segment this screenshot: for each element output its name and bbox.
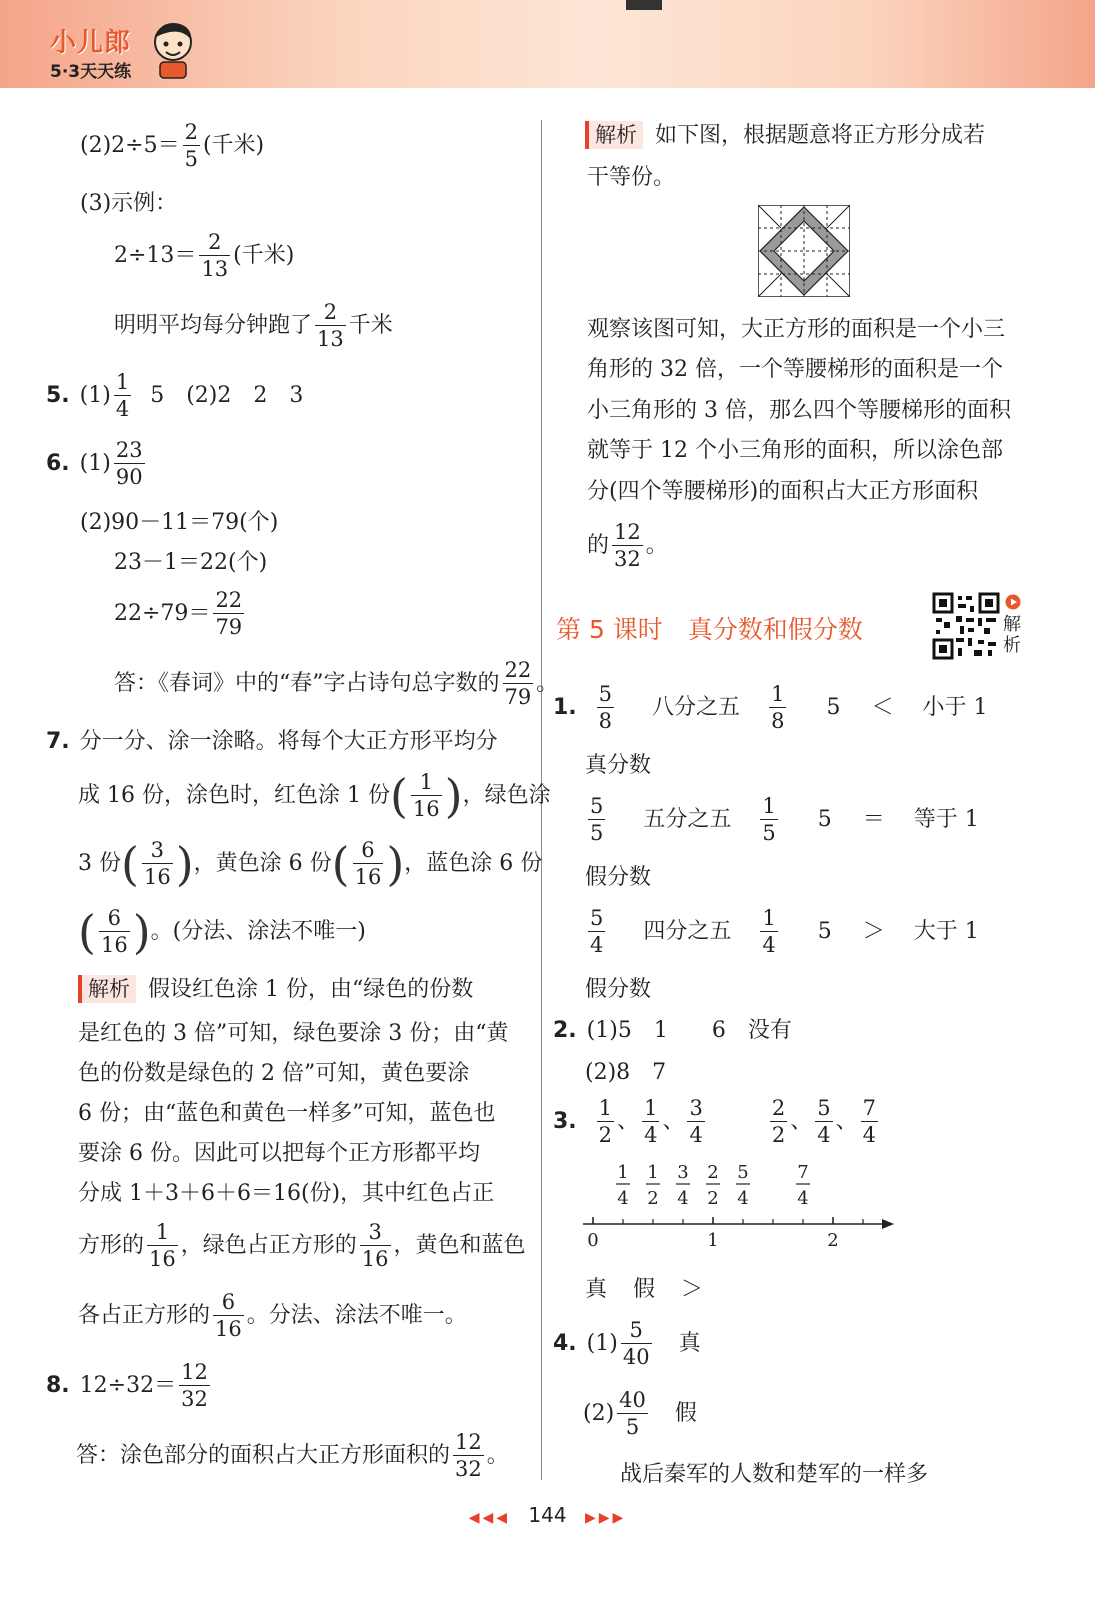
top-tab <box>626 0 662 10</box>
unit: (千米) <box>233 243 295 268</box>
text: 假 <box>674 1401 697 1426</box>
expr: (2)2÷5＝ <box>80 133 180 158</box>
qr-code-icon[interactable] <box>932 592 1000 660</box>
analysis-8-line-2: 干等份。 <box>587 165 676 190</box>
unit-count: 5 <box>817 807 832 832</box>
comparison: ＝ <box>862 807 885 832</box>
fraction-label-numerator: 5 <box>737 1162 749 1183</box>
proper-fractions <box>594 1096 715 1147</box>
question-5-answer <box>46 372 303 420</box>
fraction: $\frac{1}{2}$ <box>598 1096 613 1147</box>
text: ，绿色占正方形的 <box>180 1233 357 1258</box>
question-number: 4. <box>553 1331 577 1356</box>
page-number: 144 <box>528 1503 567 1527</box>
text: ，绿色涂 <box>462 783 551 808</box>
unit: (千米) <box>202 133 265 158</box>
fraction: $\frac{12}{32}$ <box>455 1430 482 1481</box>
text: (1) <box>79 383 111 408</box>
expr: 22÷79＝ <box>114 601 211 626</box>
question-6-answer-1 <box>46 440 148 488</box>
fraction: $\frac{23}{90}$ <box>115 438 143 489</box>
text: 假设红色涂 1 份，由“绿色的份数 <box>148 977 474 1002</box>
fraction-label-numerator: 3 <box>677 1162 689 1183</box>
section-title: 第 5 课时 真分数和假分数 <box>556 615 863 644</box>
answer-4-3-expr <box>114 232 294 280</box>
separator: 、 <box>790 1109 813 1134</box>
brand-subtitle: 5·3天天练 <box>50 62 132 82</box>
relation: 等于 1 <box>913 807 979 832</box>
separator: 、 <box>662 1109 685 1134</box>
fraction: $\frac{6}{16}$ <box>354 838 382 889</box>
analysis-7-line-6: 分成 1＋3＋6＋6＝16(份)，其中红色占正 <box>78 1181 495 1206</box>
unit-count: 5 <box>826 695 841 720</box>
fraction: $\frac{5}{8}$ <box>598 682 613 733</box>
expr: 12÷32＝ <box>79 1373 177 1398</box>
fraction: $\frac{1}{8}$ <box>771 682 785 733</box>
fraction-label-numerator: 2 <box>707 1162 719 1183</box>
text: 的 <box>587 533 610 558</box>
observation-line-3: 小三角形的 3 倍，那么四个等腰梯形的面积 <box>587 398 1011 423</box>
separator: 、 <box>617 1109 640 1134</box>
text: 5 (2)2 2 3 <box>150 383 304 408</box>
text: 3 份 <box>78 851 121 876</box>
observation-line-4: 就等于 12 个小三角形的面积，所以涂色部 <box>587 438 1003 463</box>
text: 。 <box>486 1443 509 1468</box>
fraction: $\frac{7}{4}$ <box>862 1096 876 1147</box>
text: 明明平均每分钟跑了 <box>114 313 313 338</box>
fraction: $\frac{22}{79}$ <box>215 588 243 639</box>
right-arrows-icon: ▶▶▶ <box>584 1510 627 1526</box>
question-4-answer-2 <box>583 1390 697 1438</box>
brand-logo <box>50 22 131 82</box>
brand-name: 小儿郎 <box>50 28 132 58</box>
fraction-label-numerator: 1 <box>647 1162 659 1183</box>
q1-row-2 <box>585 796 979 844</box>
fraction: $\frac{6}{16}$ <box>100 906 128 957</box>
question-6-answer-3: 23－1＝22(个) <box>114 550 268 575</box>
fraction: $\frac{1}{4}$ <box>644 1096 658 1147</box>
text: ，蓝色涂 6 份 <box>404 851 543 876</box>
text: 真 <box>678 1331 701 1356</box>
question-number: 5. <box>46 383 70 408</box>
question-number: 3. <box>553 1109 577 1134</box>
fraction: $\frac{5}{40}$ <box>622 1318 650 1369</box>
text: (2) <box>583 1401 615 1426</box>
analysis-7-line-5: 要涂 6 份。因此可以把每个正方形都平均 <box>78 1141 480 1166</box>
answer-4-2 <box>80 122 264 170</box>
fraction-label-numerator: 7 <box>797 1162 809 1183</box>
question-6-answer-4 <box>114 590 247 638</box>
reading: 四分之五 <box>643 919 732 944</box>
fraction: $\frac{40}{5}$ <box>619 1388 646 1439</box>
relation: 小于 1 <box>922 695 988 720</box>
text: 千米 <box>348 313 393 338</box>
question-number: 1. <box>553 695 577 720</box>
fraction: $\frac{6}{16}$ <box>215 1290 242 1341</box>
fraction: $\frac{2}{2}$ <box>771 1096 786 1147</box>
fraction: $\frac{3}{16}$ <box>143 838 171 889</box>
analysis-7-line-3: 色的份数是绿色的 2 倍”可知，黄色要涂 <box>78 1061 470 1086</box>
question-7-line-3: 3 份( $\frac{3}{16}$ )，黄色涂 6 份( $\frac{6}{16}$ )，蓝色涂 6 份 <box>78 837 543 891</box>
expr: 2÷13＝ <box>114 243 197 268</box>
observation-line-6 <box>587 522 668 570</box>
text: 。 <box>645 533 668 558</box>
fraction-label-denominator: 2 <box>707 1188 719 1209</box>
text: 分一分、涂一涂略。将每个大正方形平均分 <box>79 729 498 754</box>
question-7-line-1 <box>46 724 498 755</box>
relation: 大于 1 <box>913 919 979 944</box>
comparison: ＜ <box>871 695 894 720</box>
qr-label: 解析 <box>1003 614 1021 656</box>
left-arrows-icon: ◀◀◀ <box>468 1510 511 1526</box>
analysis-7-line-8 <box>78 1292 467 1340</box>
page-footer <box>0 1503 1095 1527</box>
text: 。 <box>536 671 559 696</box>
fraction: $\frac{2}{13}$ <box>201 230 229 281</box>
answer-4-3-label: (3)示例： <box>80 191 178 216</box>
question-3-fractions <box>553 1098 881 1146</box>
question-8-conclusion <box>76 1432 509 1480</box>
text: ，黄色涂 6 份 <box>193 851 332 876</box>
q1-row-2-type: 假分数 <box>585 865 652 890</box>
text: (1) <box>586 1331 618 1356</box>
fraction: $\frac{1}{4}$ <box>115 370 130 421</box>
text: 方形的 <box>78 1233 145 1258</box>
question-number: 2. <box>553 1018 577 1043</box>
q1-row-1-type: 真分数 <box>585 753 652 778</box>
analysis-7-line-2: 是红色的 3 倍”可知，绿色要涂 3 份；由“黄 <box>78 1021 509 1046</box>
square-division-figure <box>758 205 850 297</box>
observation-line-5: 分(四个等腰梯形)的面积占大正方形面积 <box>587 479 979 504</box>
page-header <box>0 0 1095 88</box>
question-4-conclusion: 战后秦军的人数和楚军的一样多 <box>620 1462 929 1487</box>
question-8-answer <box>46 1362 213 1410</box>
tick-label: 2 <box>827 1230 839 1251</box>
fraction-label-denominator: 4 <box>737 1188 749 1209</box>
question-2-line-1 <box>553 1013 792 1044</box>
question-4-answer-1 <box>553 1320 701 1368</box>
fraction-label-denominator: 4 <box>797 1188 809 1209</box>
q1-row-1 <box>553 684 987 732</box>
analysis-7-line-1 <box>78 972 473 1003</box>
text: 。分法、涂法不唯一。 <box>246 1303 467 1328</box>
fraction: $\frac{1}{5}$ <box>762 794 776 845</box>
question-7-line-2: 成 16 份，涂色时，红色涂 1 份( $\frac{1}{16}$ )，绿色涂 <box>78 769 551 823</box>
analysis-7-line-7 <box>78 1222 526 1270</box>
question-number: 8. <box>46 1373 70 1398</box>
text: (1) <box>79 451 111 476</box>
fraction: $\frac{5}{5}$ <box>590 794 604 845</box>
question-6-answer-2: (2)90－11＝79(个) <box>80 510 279 535</box>
observation-line-1: 观察该图可知，大正方形的面积是一个小三 <box>587 317 1006 342</box>
q1-row-3-type: 假分数 <box>585 977 652 1002</box>
fraction: $\frac{5}{4}$ <box>590 906 604 957</box>
question-number: 6. <box>46 451 70 476</box>
question-7-line-4: ( $\frac{6}{16}$ )。(分法、涂法不唯一) <box>78 905 366 959</box>
reading: 八分之五 <box>652 695 741 720</box>
fraction: $\frac{1}{16}$ <box>149 1220 176 1271</box>
analysis-tag: 解析 <box>78 975 136 1003</box>
separator: 、 <box>835 1109 858 1134</box>
answer-4-3-conclusion <box>114 302 393 350</box>
text: 答：涂色部分的面积占大正方形面积的 <box>76 1443 451 1468</box>
text: 各占正方形的 <box>78 1303 211 1328</box>
text: 。(分法、涂法不唯一) <box>150 919 366 944</box>
text: ，黄色和蓝色 <box>393 1233 526 1258</box>
fraction: $\frac{1}{4}$ <box>762 906 776 957</box>
number-line-arrow <box>882 1219 894 1229</box>
analysis-7-line-4: 6 份；由“蓝色和黄色一样多”可知，蓝色也 <box>78 1101 496 1126</box>
fraction: $\frac{3}{4}$ <box>689 1096 703 1147</box>
comparison: ＞ <box>862 919 885 944</box>
mascot-icon <box>150 18 196 80</box>
fraction: $\frac{12}{32}$ <box>181 1360 208 1411</box>
question-number: 7. <box>46 729 70 754</box>
tick-label: 1 <box>707 1230 719 1251</box>
fraction-label-denominator: 4 <box>677 1188 689 1209</box>
fraction: $\frac{12}{32}$ <box>614 520 641 571</box>
improper-fractions <box>767 1096 881 1147</box>
q1-row-3 <box>585 908 979 956</box>
text: 成 16 份，涂色时，红色涂 1 份 <box>78 783 390 808</box>
observation-line-2: 角形的 32 倍，一个等腰梯形的面积是一个 <box>587 357 1003 382</box>
fraction-label-numerator: 1 <box>617 1162 629 1183</box>
fraction: $\frac{3}{16}$ <box>361 1220 389 1271</box>
fraction-label-denominator: 2 <box>647 1188 659 1209</box>
number-line <box>576 1162 906 1262</box>
question-3-conclusion: 真 假 ＞ <box>585 1277 706 1302</box>
fraction: $\frac{2}{5}$ <box>184 120 198 171</box>
play-icon <box>1005 594 1021 610</box>
text: 答：《春词》中的“春”字占诗句总字数的 <box>114 671 500 696</box>
fraction: $\frac{5}{4}$ <box>817 1096 831 1147</box>
analysis-8-line-1 <box>585 118 985 149</box>
fraction: $\frac{2}{13}$ <box>317 300 344 351</box>
fraction-label-denominator: 4 <box>617 1188 629 1209</box>
text: 如下图，根据题意将正方形分成若 <box>655 123 986 148</box>
unit-count: 5 <box>817 919 832 944</box>
fraction: $\frac{1}{16}$ <box>412 770 440 821</box>
question-6-conclusion <box>114 660 558 708</box>
reading: 五分之五 <box>643 807 732 832</box>
analysis-tag: 解析 <box>585 121 643 149</box>
tick-label: 0 <box>587 1230 599 1251</box>
question-2-line-2: (2)8 7 <box>585 1060 667 1085</box>
fraction: $\frac{22}{79}$ <box>504 658 532 709</box>
text: (1)5 1 6 没有 <box>586 1018 792 1043</box>
